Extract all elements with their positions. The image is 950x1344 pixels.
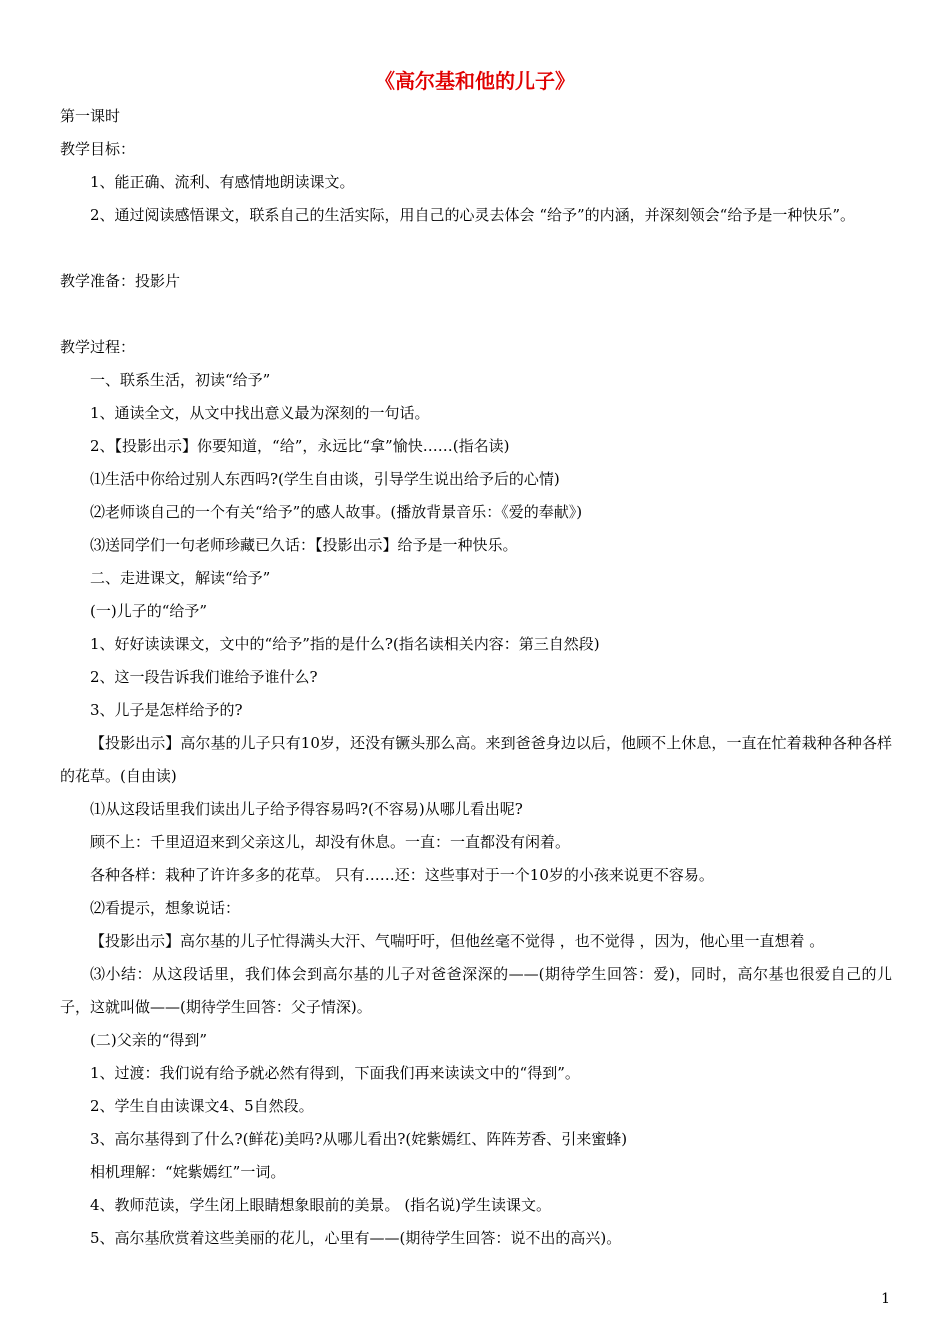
- paragraph: 1、过渡：我们说有给予就必然有得到，下面我们再来读读文中的“得到”。: [90, 1064, 580, 1082]
- lesson-period: 第一课时: [60, 107, 121, 125]
- paragraph: 3、高尔基得到了什么?(鲜花)美吗?从哪儿看出?(姹紫嫣红、阵阵芳香、引来蜜蜂): [90, 1130, 628, 1148]
- paragraph: ⑴生活中你给过别人东西吗?(学生自由谈，引导学生说出给予后的心情): [90, 470, 560, 488]
- paragraph: 1、好好读读课文，文中的“给予”指的是什么?(指名读相关内容：第三自然段): [90, 635, 600, 653]
- paragraph: 1、能正确、流利、有感情地朗读课文。: [90, 173, 355, 191]
- paragraph: 1、通读全文，从文中找出意义最为深刻的一句话。: [90, 404, 430, 422]
- paragraph: 【投影出示】高尔基的儿子只有10岁，还没有镢头那么高。来到爸爸身边以后，他顾不上休息，一直在忙着栽种各种各样的花草。(自由读): [60, 734, 892, 785]
- paragraph: 相机理解：“姹紫嫣红”一词。: [90, 1163, 286, 1181]
- section-heading-process: 教学过程：: [60, 338, 136, 356]
- paragraph: 2、通过阅读感悟课文，联系自己的生活实际，用自己的心灵去体会 “给予”的内涵，并深刻领会“给予是一种快乐”。: [90, 206, 855, 224]
- paragraph: 2、学生自由读课文4、5自然段。: [90, 1097, 314, 1115]
- paragraph: 4、教师范读，学生闭上眼睛想象眼前的美景。 (指名说)学生读课文。: [90, 1196, 552, 1214]
- paragraph: ⑵老师谈自己的一个有关“给予”的感人故事。(播放背景音乐：《爱的奉献》): [90, 503, 583, 521]
- paragraph: (一)儿子的“给予”: [90, 602, 208, 620]
- paragraph: 2、【投影出示】你要知道，“给”，永远比“拿”愉快……(指名读): [90, 437, 510, 455]
- paragraph: 【投影出示】高尔基的儿子忙得满头大汗、气喘吁吁，但他丝毫不觉得 ，也不觉得 ，因为，他心里一直想着 。: [90, 932, 825, 950]
- paragraph: ⑴从这段话里我们读出儿子给予得容易吗?(不容易)从哪儿看出呢?: [90, 800, 523, 818]
- document-title: 《高尔基和他的儿子》: [375, 69, 575, 93]
- page-number: 1: [881, 1291, 890, 1307]
- paragraph: ⑶送同学们一句老师珍藏已久话：【投影出示】给予是一种快乐。: [90, 536, 518, 554]
- paragraph: ⑶小结：从这段话里，我们体会到高尔基的儿子对爸爸深深的——(期待学生回答：爱)，同时，高尔基也很爱自己的儿子，这就叫做——(期待学生回答：父子情深)。: [60, 965, 892, 1016]
- document-body: [60, 100, 892, 1255]
- paragraph: (二)父亲的“得到”: [90, 1031, 208, 1049]
- section-heading-preparation: 教学准备：投影片: [60, 272, 181, 290]
- paragraph: 3、儿子是怎样给予的?: [90, 701, 243, 719]
- paragraph: 二、走进课文，解读“给予”: [90, 569, 271, 587]
- paragraph: ⑵看提示，想象说话：: [90, 899, 241, 917]
- paragraph: 顾不上：千里迢迢来到父亲这儿，却没有休息。一直：一直都没有闲着。: [90, 833, 571, 851]
- section-heading-objectives: 教学目标：: [60, 140, 136, 158]
- paragraph: 2、这一段告诉我们谁给予谁什么?: [90, 668, 318, 686]
- blank-line: [60, 232, 892, 265]
- paragraph: 各种各样：栽种了许许多多的花草。 只有……还：这些事对于一个10岁的小孩来说更不容易。: [90, 866, 714, 884]
- blank-line: [60, 298, 892, 331]
- paragraph: 5、高尔基欣赏着这些美丽的花儿，心里有——(期待学生回答：说不出的高兴)。: [90, 1229, 622, 1247]
- paragraph: 一、联系生活，初读“给予”: [90, 371, 271, 389]
